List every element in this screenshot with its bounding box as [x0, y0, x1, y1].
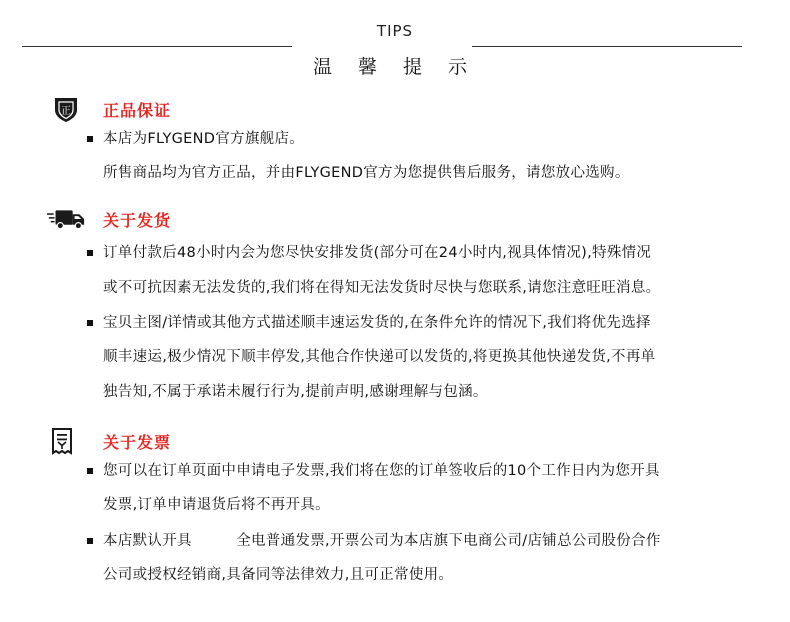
- page-title: 温 馨 提 示: [312, 56, 478, 78]
- list-item-text: 发票,订单申请退货后将不再开具。: [103, 497, 330, 513]
- section-title: 关于发货: [103, 211, 172, 230]
- bullet: [87, 250, 93, 256]
- list-item-text: 顺丰速运,极少情况下顺丰停发,其他合作快递可以发货的,将更换其他快递发货,不再单: [103, 349, 656, 365]
- shield-icon: [46, 94, 86, 124]
- invoice-icon: [42, 426, 82, 456]
- bullet: [87, 320, 93, 326]
- header-rule-left: [22, 46, 292, 47]
- section-header: [0, 94, 790, 124]
- list-item-text: 公司或授权经销商,具备同等法律效力,且可正常使用。: [103, 567, 454, 583]
- header: [0, 0, 790, 90]
- list-item-text: 所售商品均为官方正品，并由FLYGEND官方为您提供售后服务，请您放心选购。: [103, 165, 630, 181]
- list-item-text: 本店默认开具 全电普通发票,开票公司为本店旗下电商公司/店铺总公司股份合作: [103, 533, 661, 549]
- delivery-truck-icon: [46, 204, 86, 234]
- list-item-text: 宝贝主图/详情或其他方式描述顺丰速运发货的,在条件允许的情况下,我们将优先选择: [103, 315, 651, 331]
- section-title: 关于发票: [103, 433, 172, 452]
- bullet: [87, 136, 93, 142]
- list-item-text: 独告知,不属于承诺未履行行为,提前声明,感谢理解与包涵。: [103, 384, 488, 400]
- header-rule-right: [472, 46, 742, 47]
- list-item-text: 您可以在订单页面中申请电子发票,我们将在您的订单签收后的10个工作日内为您开具: [103, 463, 660, 479]
- list-item-text: 或不可抗因素无法发货的,我们将在得知无法发货时尽快与您联系,请您注意旺旺消息。: [103, 280, 661, 296]
- list-item-text: 订单付款后48小时内会为您尽快安排发货(部分可在24小时内,视具体情况),特殊情况: [103, 245, 652, 261]
- section-header: [0, 204, 790, 234]
- bullet: [87, 468, 93, 474]
- list-item-text: 本店为FLYGEND官方旗舰店。: [103, 131, 305, 147]
- section-header: [0, 426, 790, 456]
- svg-text:正: 正: [61, 106, 71, 117]
- section-title: 正品保证: [103, 101, 172, 120]
- tips-label: TIPS: [376, 22, 414, 40]
- bullet: [87, 538, 93, 544]
